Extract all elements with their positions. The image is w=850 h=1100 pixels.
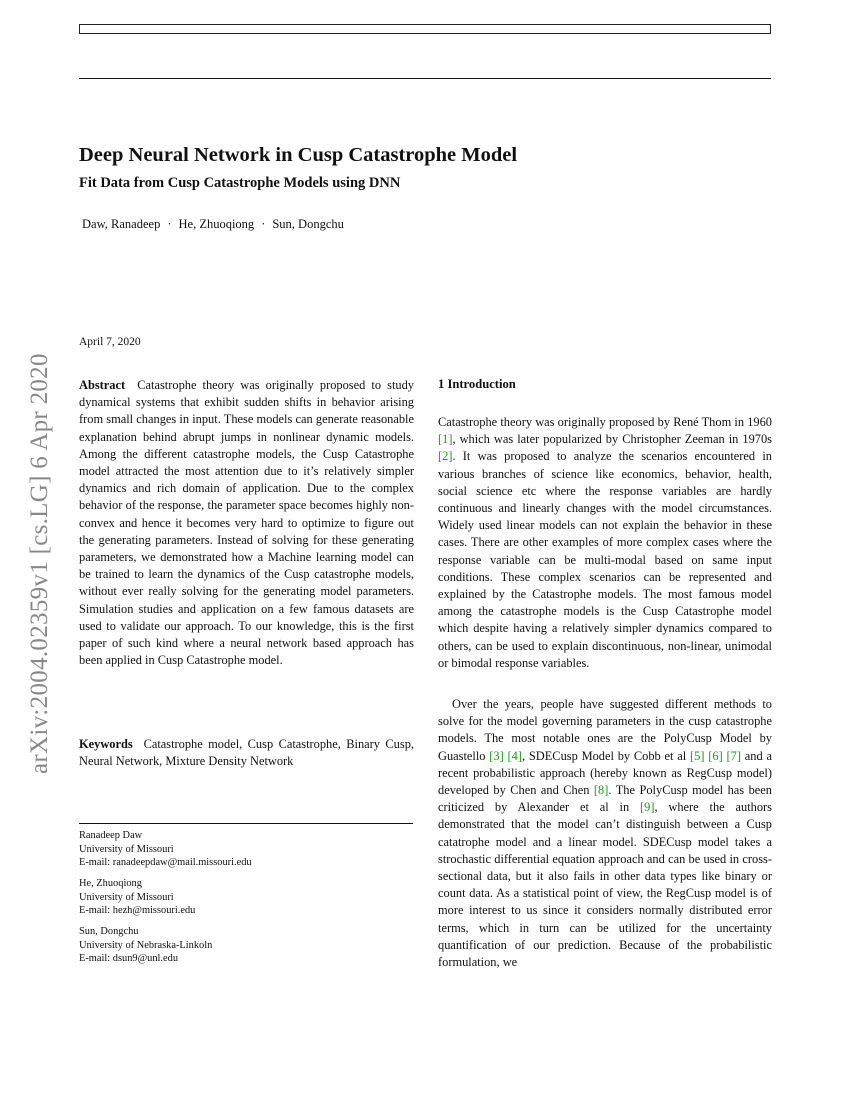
affiliation-block <box>79 925 212 966</box>
intro-paragraph-2 <box>438 696 772 971</box>
affiliation-institution: University of Missouri <box>79 891 174 903</box>
body-text: Catastrophe theory was originally proposed by René Thom in 1960 <box>438 415 772 429</box>
author-separator: · <box>167 217 172 231</box>
keywords <box>79 736 414 770</box>
citation-link[interactable]: [5] <box>690 748 705 763</box>
affiliation-institution: University of Missouri <box>79 843 174 855</box>
body-text: . The PolyCusp model has been criticized by Alexander et al in <box>438 783 772 815</box>
keywords-text: Catastrophe model, Cusp Catastrophe, Binary Cusp, Neural Network, Mixture Density Network <box>79 737 414 769</box>
citation-link[interactable]: [4] <box>507 748 522 763</box>
intro-paragraph-1 <box>438 414 772 672</box>
citation-link[interactable]: [2] <box>438 449 453 464</box>
affiliation-email[interactable]: E-mail: dsun9@unl.edu <box>79 953 179 964</box>
citation-link[interactable]: [3] <box>489 748 504 763</box>
citation-link[interactable]: [8] <box>593 783 609 798</box>
affiliation-block <box>79 829 252 870</box>
author-name: Sun, Dongchu <box>272 217 344 231</box>
citation-link[interactable]: [9] <box>640 800 655 815</box>
body-text: Over the years, people have suggested different methods to solve for the model governing parameters in the cusp catastrophe models. The most notable ones are the PolyCusp Model by Guastello <box>438 697 772 763</box>
author-list <box>82 217 344 232</box>
author-name: He, Zhuoqiong <box>178 217 255 231</box>
author-name: Daw, Ranadeep <box>82 217 161 231</box>
author-separator: · <box>261 217 266 231</box>
body-text: , where the authors demonstrated that the model can’t distinguish between a Cusp catatrophe model and a linear model. SDECusp model takes a strochastic differential equation approach and can be used in cross-sectional data, but it also fails in other data types like binary or count data. As a statistical point of view, the RegCusp model is of more interest to us since it considers normally distributed error terms, which in turn can be utilized for the uncertainty quantification of our prediction. Because of the probabilistic formulation, we <box>438 800 772 970</box>
footnote-rule <box>79 823 413 824</box>
affiliation-institution: University of Nebraska-Linkoln <box>79 939 213 951</box>
section-heading: 1 Introduction <box>438 377 516 391</box>
keywords-label: Keywords <box>79 737 133 751</box>
affiliation-name: Ranadeep Daw <box>79 830 143 841</box>
affiliation-name: He, Zhuoqiong <box>79 878 142 889</box>
abstract-label: Abstract <box>79 378 126 392</box>
arxiv-identifier[interactable]: arXiv:2004.02359v1 [cs.LG] 6 Apr 2020 <box>26 353 53 774</box>
body-text: , SDECusp Model by Cobb et al <box>522 748 691 763</box>
abstract <box>79 377 414 669</box>
body-text: , which was later popularized by Christopher Zeeman in 1970s <box>452 432 772 447</box>
paper-title: Deep Neural Network in Cusp Catastrophe Model <box>79 144 518 166</box>
affiliation-name: Sun, Dongchu <box>79 926 139 937</box>
citation-link[interactable]: [7] <box>726 748 741 763</box>
body-text: . It was proposed to analyze the scenarios encountered in various branches of science like economics, behavior, health, social science etc where the response variables are hardly continuous and linearly changes with the model circumstances. Widely used linear models can not explain the behavior in these cases. There are other examples of more complex cases where the response variable can be multi-modal based on same input conditions. These complex scenarios can be represented and explained by the Catastrophe models. The most famous model among the catastrophe models is the Cusp Catastrophe model which despite having a relatively simpler dynamics compared to others, can be used to explain discontinuous, non-linear, unimodal or bimodal response variables. <box>438 449 772 670</box>
affiliation-email[interactable]: E-mail: ranadeepdaw@mail.missouri.edu <box>79 857 252 868</box>
citation-link[interactable]: [1] <box>438 432 453 447</box>
body-text: and a recent probabilistic approach (hereby known as RegCusp model) developed by Chen and Chen <box>438 748 772 798</box>
citation-link[interactable]: [6] <box>708 748 723 763</box>
abstract-text: Catastrophe theory was originally proposed to study dynamical systems that exhibit sudden shifts in behavior arising from small changes in input. These models can generate reasonable explanation behind abrupt jumps in nonlinear dynamic models. Among the different catastrophe models, the Cusp Catastrophe model attracted the most attention due to it’s relatively simpler dynamics and rich domain of application. Due to the complex behavior of the response, the parameter space becomes highly non-convex and hence it becomes very hard to optimize to figure out the generating parameters. Instead of solving for these generating parameters, we demonstrated how a Machine learning model can be trained to learn the dynamics of the Cusp catastrophe models, without ever really solving for the generating model parameters. Simulation studies and application on a few famous datasets are used to validate our approach. To our knowledge, this is the first paper of such kind where a neural network based approach has been applied in Cusp Catastrophe model. <box>79 378 414 668</box>
affiliation-block <box>79 877 195 918</box>
paper-date: April 7, 2020 <box>79 336 141 348</box>
affiliation-email[interactable]: E-mail: hezh@missouri.edu <box>79 905 196 916</box>
header-rule <box>79 78 771 79</box>
paper-subtitle: Fit Data from Cusp Catastrophe Models using DNN <box>79 175 401 191</box>
header-box <box>79 24 771 34</box>
